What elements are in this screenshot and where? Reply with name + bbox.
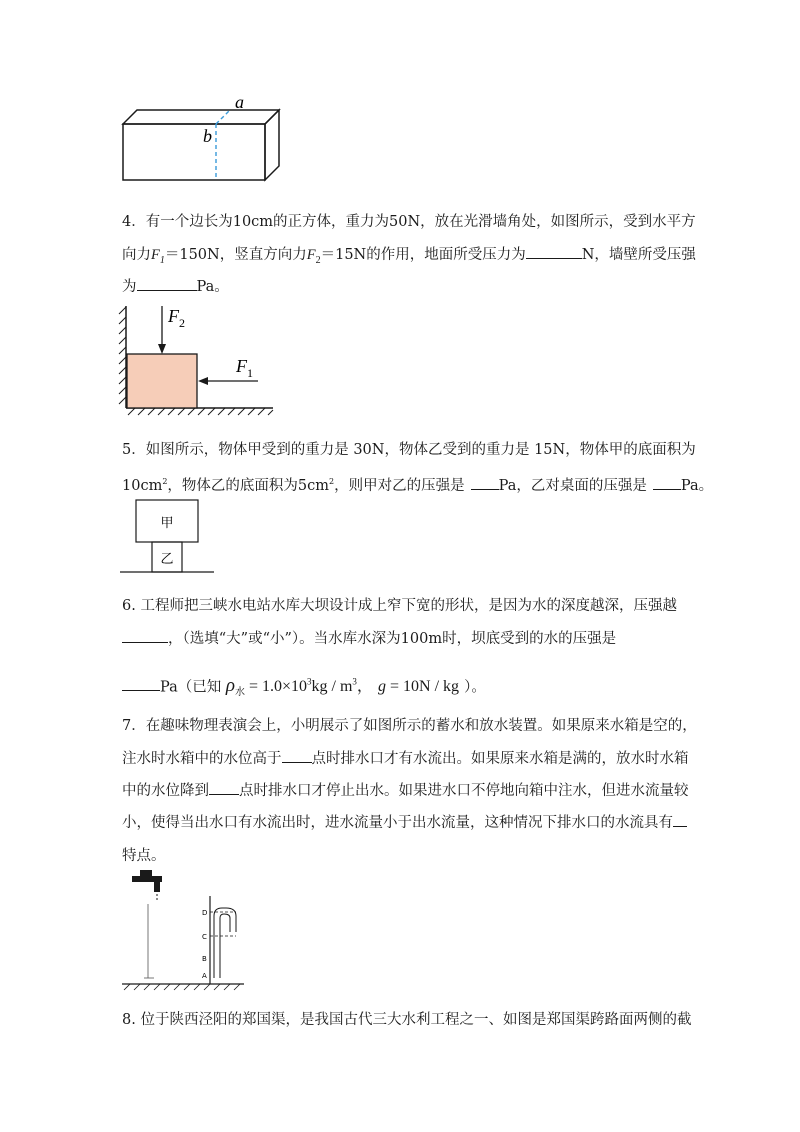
q7-line3: 中的水位降到 点时排水口才停止出水。如果进水口不停地向箱中注水，但进水流量较 bbox=[122, 780, 689, 801]
svg-text:B: B bbox=[202, 955, 207, 963]
answer-blank[interactable] bbox=[673, 812, 687, 827]
siphon-tank-figure bbox=[118, 866, 248, 998]
q8-line1: 8. 位于陕西泾阳的郑国渠，是我国古代三大水利工程之一、如图是郑国渠跨路面两侧的截 bbox=[122, 1012, 692, 1028]
q7-line2: 注水时水箱中的水位高于 点时排水口才有水流出。如果原来水箱是满的，放水时水箱 bbox=[122, 748, 689, 769]
q5-line1: 5．如图所示，物体甲受到的重力是 30N，物体乙受到的重力是 15N，物体甲的底面积为 bbox=[122, 442, 696, 458]
density-formula: $\rho_水 = 1.0\times 10^3kg / m^3$， g = 10N / kg bbox=[225, 675, 460, 699]
label-a: a bbox=[235, 92, 244, 112]
svg-text:F1: $F_1$ bbox=[236, 356, 253, 380]
q7-line1: 7．在趣味物理表演会上，小明展示了如图所示的蓄水和放水装置。如果原来水箱是空的， bbox=[122, 718, 697, 734]
q4-line1: 4．有一个边长为10cm的正方体，重力为50N，放在光滑墙角处，如图所示，受到水平方 bbox=[122, 214, 696, 230]
q7-line5: 特点。 bbox=[122, 848, 166, 864]
q6-line2: ，（选填“大”或“小”）。当水库水深为100m时，坝底受到的水的压强是 bbox=[122, 628, 616, 649]
svg-text:乙: 乙 bbox=[160, 552, 174, 567]
svg-text:甲: 甲 bbox=[160, 516, 174, 531]
answer-blank[interactable] bbox=[526, 244, 582, 259]
answer-blank[interactable] bbox=[122, 628, 168, 643]
q5-line2: $10cm^2$，物体乙的底面积为$5cm^2$，则甲对乙的压强是 Pa，乙对桌面的压强是 Pa。 bbox=[122, 472, 713, 496]
wall-cube-figure bbox=[118, 304, 278, 416]
svg-text:A: A bbox=[202, 972, 207, 980]
q6-line3: Pa（已知 $\rho_水 = 1.0\times 10^3kg / m^3$， g = 10N / kg ）。 bbox=[122, 672, 486, 704]
answer-blank[interactable] bbox=[137, 276, 197, 291]
stacked-blocks-figure bbox=[118, 496, 218, 580]
q4-line2: 向力$F_1=150N$，竖直方向力$F_2=15N$的作用，地面所受压力为 N，墙壁所受压强 bbox=[122, 244, 696, 271]
q6-line1: 6. 工程师把三峡水电站水库大坝设计成上窄下宽的形状，是因为水的深度越深，压强越 bbox=[122, 598, 677, 614]
q4-line3: 为 Pa。 bbox=[122, 276, 229, 297]
answer-blank[interactable] bbox=[471, 475, 499, 490]
svg-text:C: C bbox=[202, 933, 207, 941]
answer-blank[interactable] bbox=[653, 475, 681, 490]
answer-blank[interactable] bbox=[209, 780, 239, 795]
svg-text:D: D bbox=[202, 909, 208, 917]
answer-blank[interactable] bbox=[122, 676, 160, 691]
answer-blank[interactable] bbox=[282, 748, 312, 763]
block-figure bbox=[115, 88, 285, 188]
svg-text:F2: $F_2$ bbox=[168, 306, 185, 330]
label-b: b bbox=[203, 126, 212, 146]
q7-line4: 小，使得当出水口有水流出时，进水流量小于出水流量，这种情况下排水口的水流具有 bbox=[122, 812, 687, 833]
